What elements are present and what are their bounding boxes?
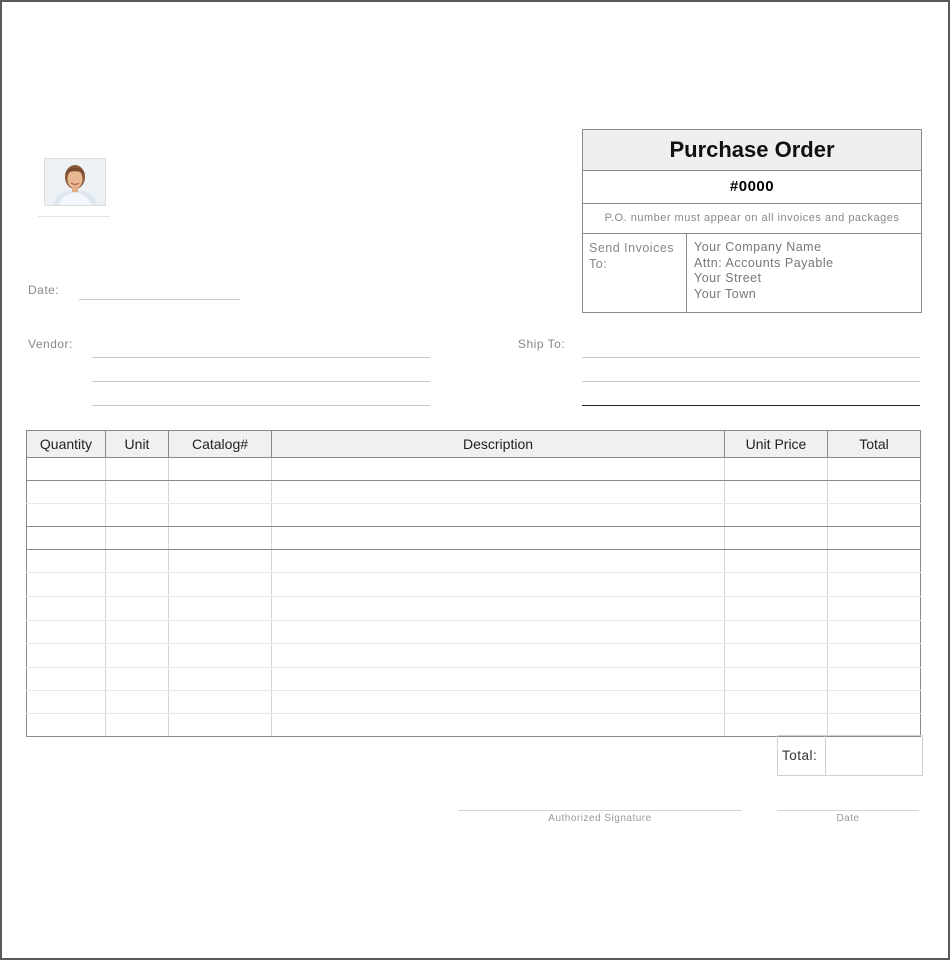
table-cell[interactable] [106,644,169,668]
table-cell[interactable] [828,691,921,714]
company-logo [38,154,110,218]
table-row [27,458,921,481]
vendor-line-1[interactable] [92,357,430,358]
table-cell[interactable] [169,644,272,668]
table-cell[interactable] [828,481,921,504]
table-cell[interactable] [828,644,921,668]
table-cell[interactable] [272,691,725,714]
header-unit-price: Unit Price [725,431,828,458]
table-cell[interactable] [272,550,725,573]
total-value-field[interactable] [826,736,922,775]
invoice-address [687,234,834,313]
table-cell[interactable] [27,668,106,691]
table-cell[interactable] [27,550,106,573]
date-field-line[interactable] [79,299,240,300]
table-header-row [27,431,921,458]
table-cell[interactable] [828,573,921,597]
address-line: Your Town [694,286,757,301]
table-cell[interactable] [106,691,169,714]
table-cell[interactable] [106,621,169,644]
ship-to-line-2[interactable] [582,381,920,382]
table-cell[interactable] [27,504,106,527]
table-cell[interactable] [169,621,272,644]
table-cell[interactable] [169,458,272,481]
table-cell[interactable] [828,621,921,644]
header-quantity: Quantity [27,431,106,458]
table-cell[interactable] [725,644,828,668]
person-photo-icon [44,158,106,206]
table-cell[interactable] [27,481,106,504]
po-title: Purchase Order [583,130,921,171]
table-cell[interactable] [272,644,725,668]
table-cell[interactable] [106,458,169,481]
table-row [27,597,921,621]
table-cell[interactable] [27,573,106,597]
table-cell[interactable] [169,714,272,737]
total-label: Total: [778,736,826,775]
table-cell[interactable] [106,527,169,550]
table-cell[interactable] [272,458,725,481]
table-cell[interactable] [725,691,828,714]
po-number[interactable]: #0000 [583,171,921,204]
table-cell[interactable] [272,714,725,737]
logo-shadow [38,206,110,217]
header-total: Total [828,431,921,458]
table-row [27,550,921,573]
date-label: Date: [28,283,60,297]
table-cell[interactable] [27,714,106,737]
table-cell[interactable] [169,573,272,597]
address-line: Your Company Name [694,240,822,254]
table-cell[interactable] [169,691,272,714]
table-cell[interactable] [828,668,921,691]
table-cell[interactable] [725,527,828,550]
table-cell[interactable] [27,691,106,714]
table-cell[interactable] [169,481,272,504]
table-cell[interactable] [272,527,725,550]
signature-date-line[interactable]: Date [777,810,919,824]
table-cell[interactable] [27,458,106,481]
table-cell[interactable] [272,621,725,644]
table-cell[interactable] [828,527,921,550]
table-cell[interactable] [725,573,828,597]
table-cell[interactable] [272,504,725,527]
po-note: P.O. number must appear on all invoices and packages [583,204,921,234]
table-row [27,714,921,737]
table-cell[interactable] [828,504,921,527]
table-cell[interactable] [725,481,828,504]
table-cell[interactable] [106,668,169,691]
vendor-line-2[interactable] [92,381,430,382]
table-cell[interactable] [106,504,169,527]
table-cell[interactable] [106,550,169,573]
table-cell[interactable] [106,481,169,504]
po-header-box [582,129,922,313]
table-cell[interactable] [169,668,272,691]
address-line: Your Street [694,271,762,285]
table-cell[interactable] [725,597,828,621]
table-cell[interactable] [272,597,725,621]
table-cell[interactable] [106,597,169,621]
table-cell[interactable] [106,714,169,737]
table-cell[interactable] [27,597,106,621]
header-catalog: Catalog# [169,431,272,458]
table-cell[interactable] [272,668,725,691]
table-cell[interactable] [169,597,272,621]
table-cell[interactable] [725,458,828,481]
table-cell[interactable] [828,458,921,481]
table-cell[interactable] [169,527,272,550]
line-items-table [26,430,921,737]
table-row [27,481,921,504]
table-cell[interactable] [828,550,921,573]
ship-to-label: Ship To: [518,337,566,351]
send-invoices-section [583,234,921,313]
vendor-label: Vendor: [28,337,73,351]
table-cell[interactable] [106,573,169,597]
address-line: Attn: Accounts Payable [694,255,834,270]
table-cell[interactable] [27,644,106,668]
total-box [777,735,923,776]
table-row [27,527,921,550]
header-description: Description [272,431,725,458]
table-cell[interactable] [169,550,272,573]
send-invoices-label: Send Invoices To: [583,234,687,313]
table-cell[interactable] [169,504,272,527]
table-cell[interactable] [725,714,828,737]
ship-to-line-1[interactable] [582,357,920,358]
table-cell[interactable] [725,668,828,691]
table-cell[interactable] [27,621,106,644]
table-row [27,644,921,668]
table-cell[interactable] [272,481,725,504]
table-cell[interactable] [272,573,725,597]
table-row [27,621,921,644]
table-cell[interactable] [27,527,106,550]
authorized-signature-line[interactable]: Authorized Signature [458,810,742,824]
table-row [27,504,921,527]
table-row [27,691,921,714]
table-cell[interactable] [828,714,921,737]
table-cell[interactable] [828,597,921,621]
table-cell[interactable] [725,550,828,573]
vendor-line-3[interactable] [92,405,430,406]
table-row [27,668,921,691]
header-unit: Unit [106,431,169,458]
table-row [27,573,921,597]
ship-to-line-3[interactable] [582,405,920,406]
table-cell[interactable] [725,621,828,644]
table-cell[interactable] [725,504,828,527]
